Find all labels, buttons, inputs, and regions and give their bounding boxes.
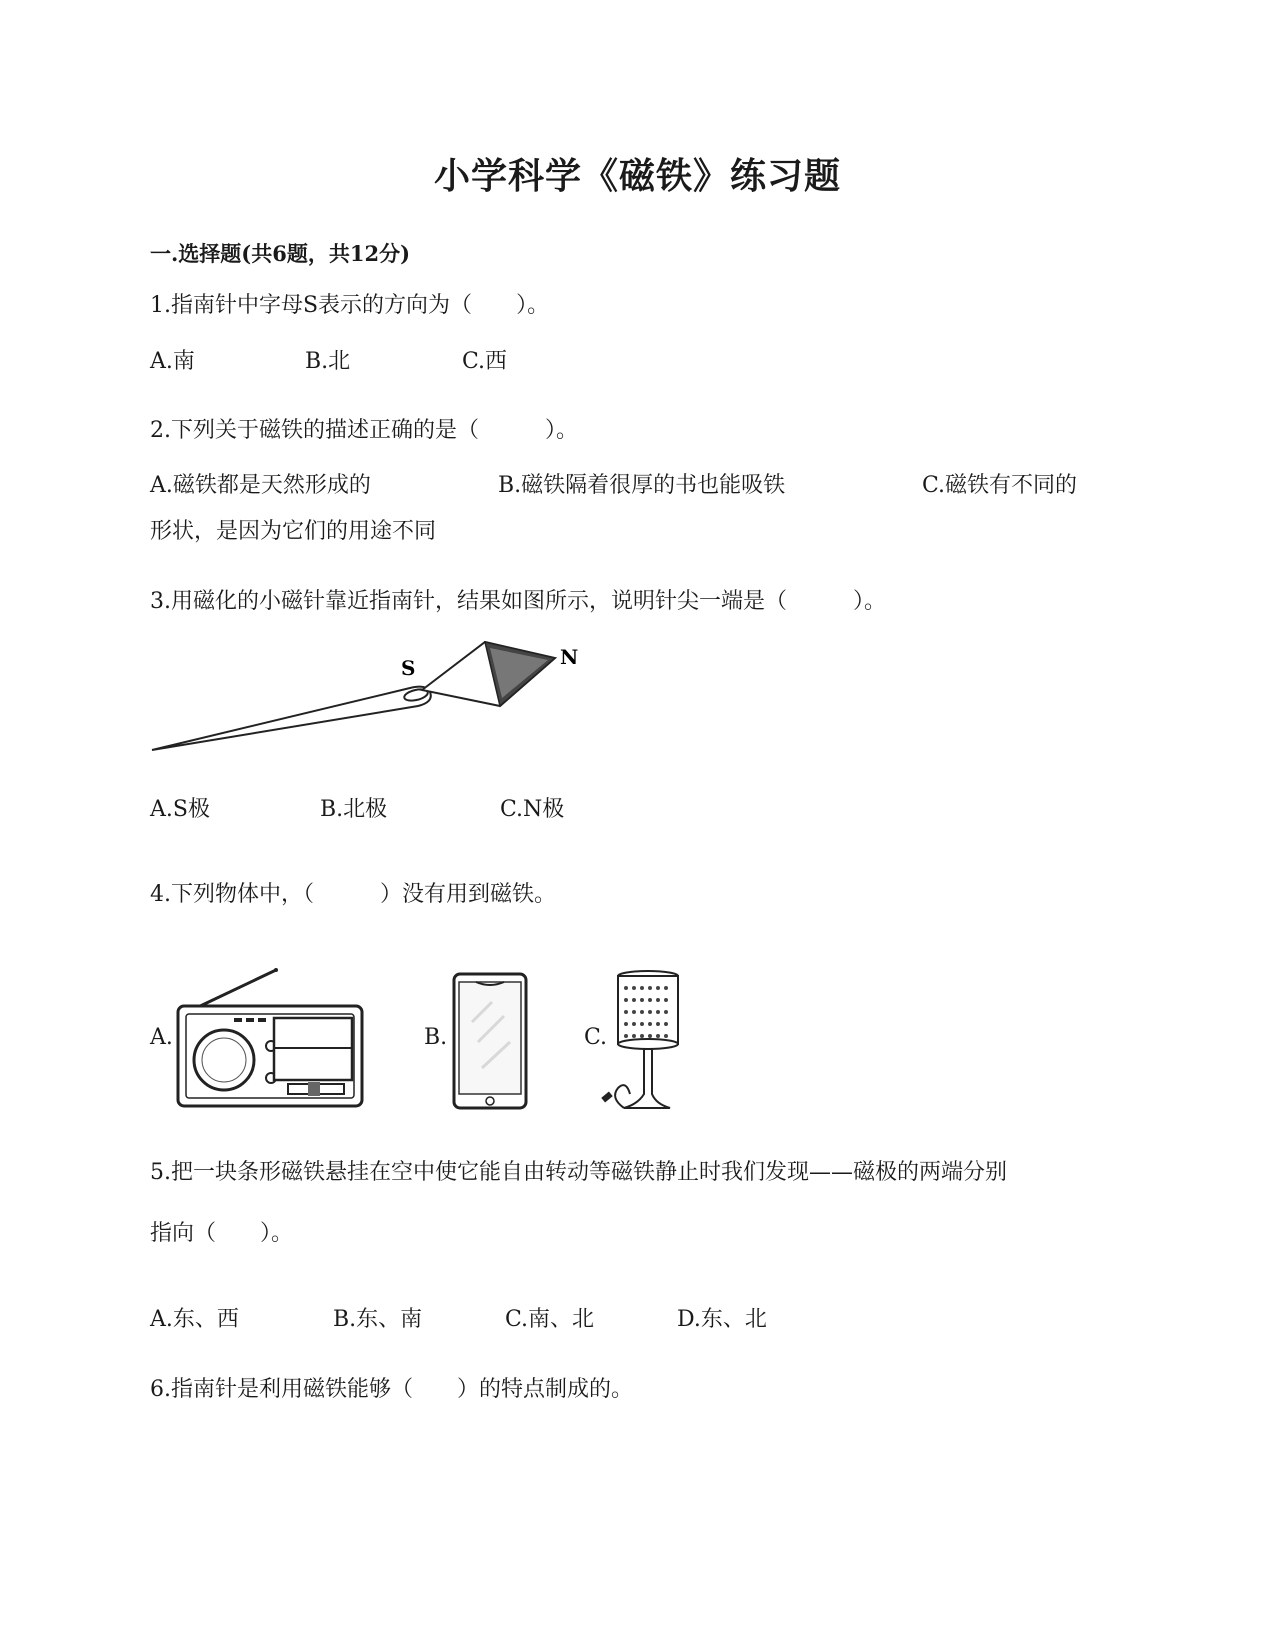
question-1-option-b: B.北 <box>305 349 351 374</box>
question-1-option-a: A.南 <box>150 349 195 374</box>
question-3-option-c: C.N极 <box>500 797 565 822</box>
question-5-stem-line-1: 5.把一块条形磁铁悬挂在空中使它能自由转动等磁铁静止时我们发现——磁极的两端分别 <box>150 1160 1007 1185</box>
compass-needle <box>422 642 555 706</box>
question-2-option-b: B.磁铁隔着很厚的书也能吸铁 <box>498 473 786 498</box>
question-3-option-a: A.S极 <box>150 797 210 822</box>
question-6-stem: 6.指南针是利用磁铁能够（ ）的特点制成的。 <box>150 1377 633 1402</box>
question-2-option-c-continued: 形状，是因为它们的用途不同 <box>150 519 437 544</box>
question-2-stem: 2.下列关于磁铁的描述正确的是（ ）。 <box>150 418 578 443</box>
n-pole-label: N <box>560 645 579 669</box>
needle-compass-figure <box>150 640 600 760</box>
smartphone-icon <box>452 972 528 1110</box>
question-5-stem-line-2: 指向（ ）。 <box>150 1221 294 1246</box>
question-4-option-a: A. <box>150 1025 173 1050</box>
question-2-option-c: C.磁铁有不同的 <box>922 473 1078 498</box>
question-3-option-b: B.北极 <box>320 797 388 822</box>
page-title: 小学科学《磁铁》练习题 <box>433 155 841 197</box>
question-4-option-b: B. <box>424 1025 448 1050</box>
table-lamp-icon <box>600 970 680 1115</box>
question-5-option-b: B.东、南 <box>333 1307 423 1332</box>
question-5-option-d: D.东、北 <box>677 1307 767 1332</box>
question-4-option-c: C. <box>584 1025 608 1050</box>
radio-icon <box>176 968 366 1110</box>
s-pole-label: S <box>401 656 416 680</box>
question-5-option-c: C.南、北 <box>505 1307 595 1332</box>
question-1-option-c: C.西 <box>462 349 508 374</box>
question-4-stem: 4.下列物体中，（ ）没有用到磁铁。 <box>150 882 556 907</box>
magnetized-needle <box>152 687 431 750</box>
question-5-option-a: A.东、西 <box>150 1307 239 1332</box>
question-3-stem: 3.用磁化的小磁针靠近指南针，结果如图所示，说明针尖一端是（ ）。 <box>150 589 886 614</box>
question-1-stem: 1.指南针中字母S表示的方向为（ ）。 <box>150 293 550 318</box>
question-2-option-a: A.磁铁都是天然形成的 <box>150 473 371 498</box>
section-heading: 一.选择题(共6题，共12分) <box>150 241 411 266</box>
